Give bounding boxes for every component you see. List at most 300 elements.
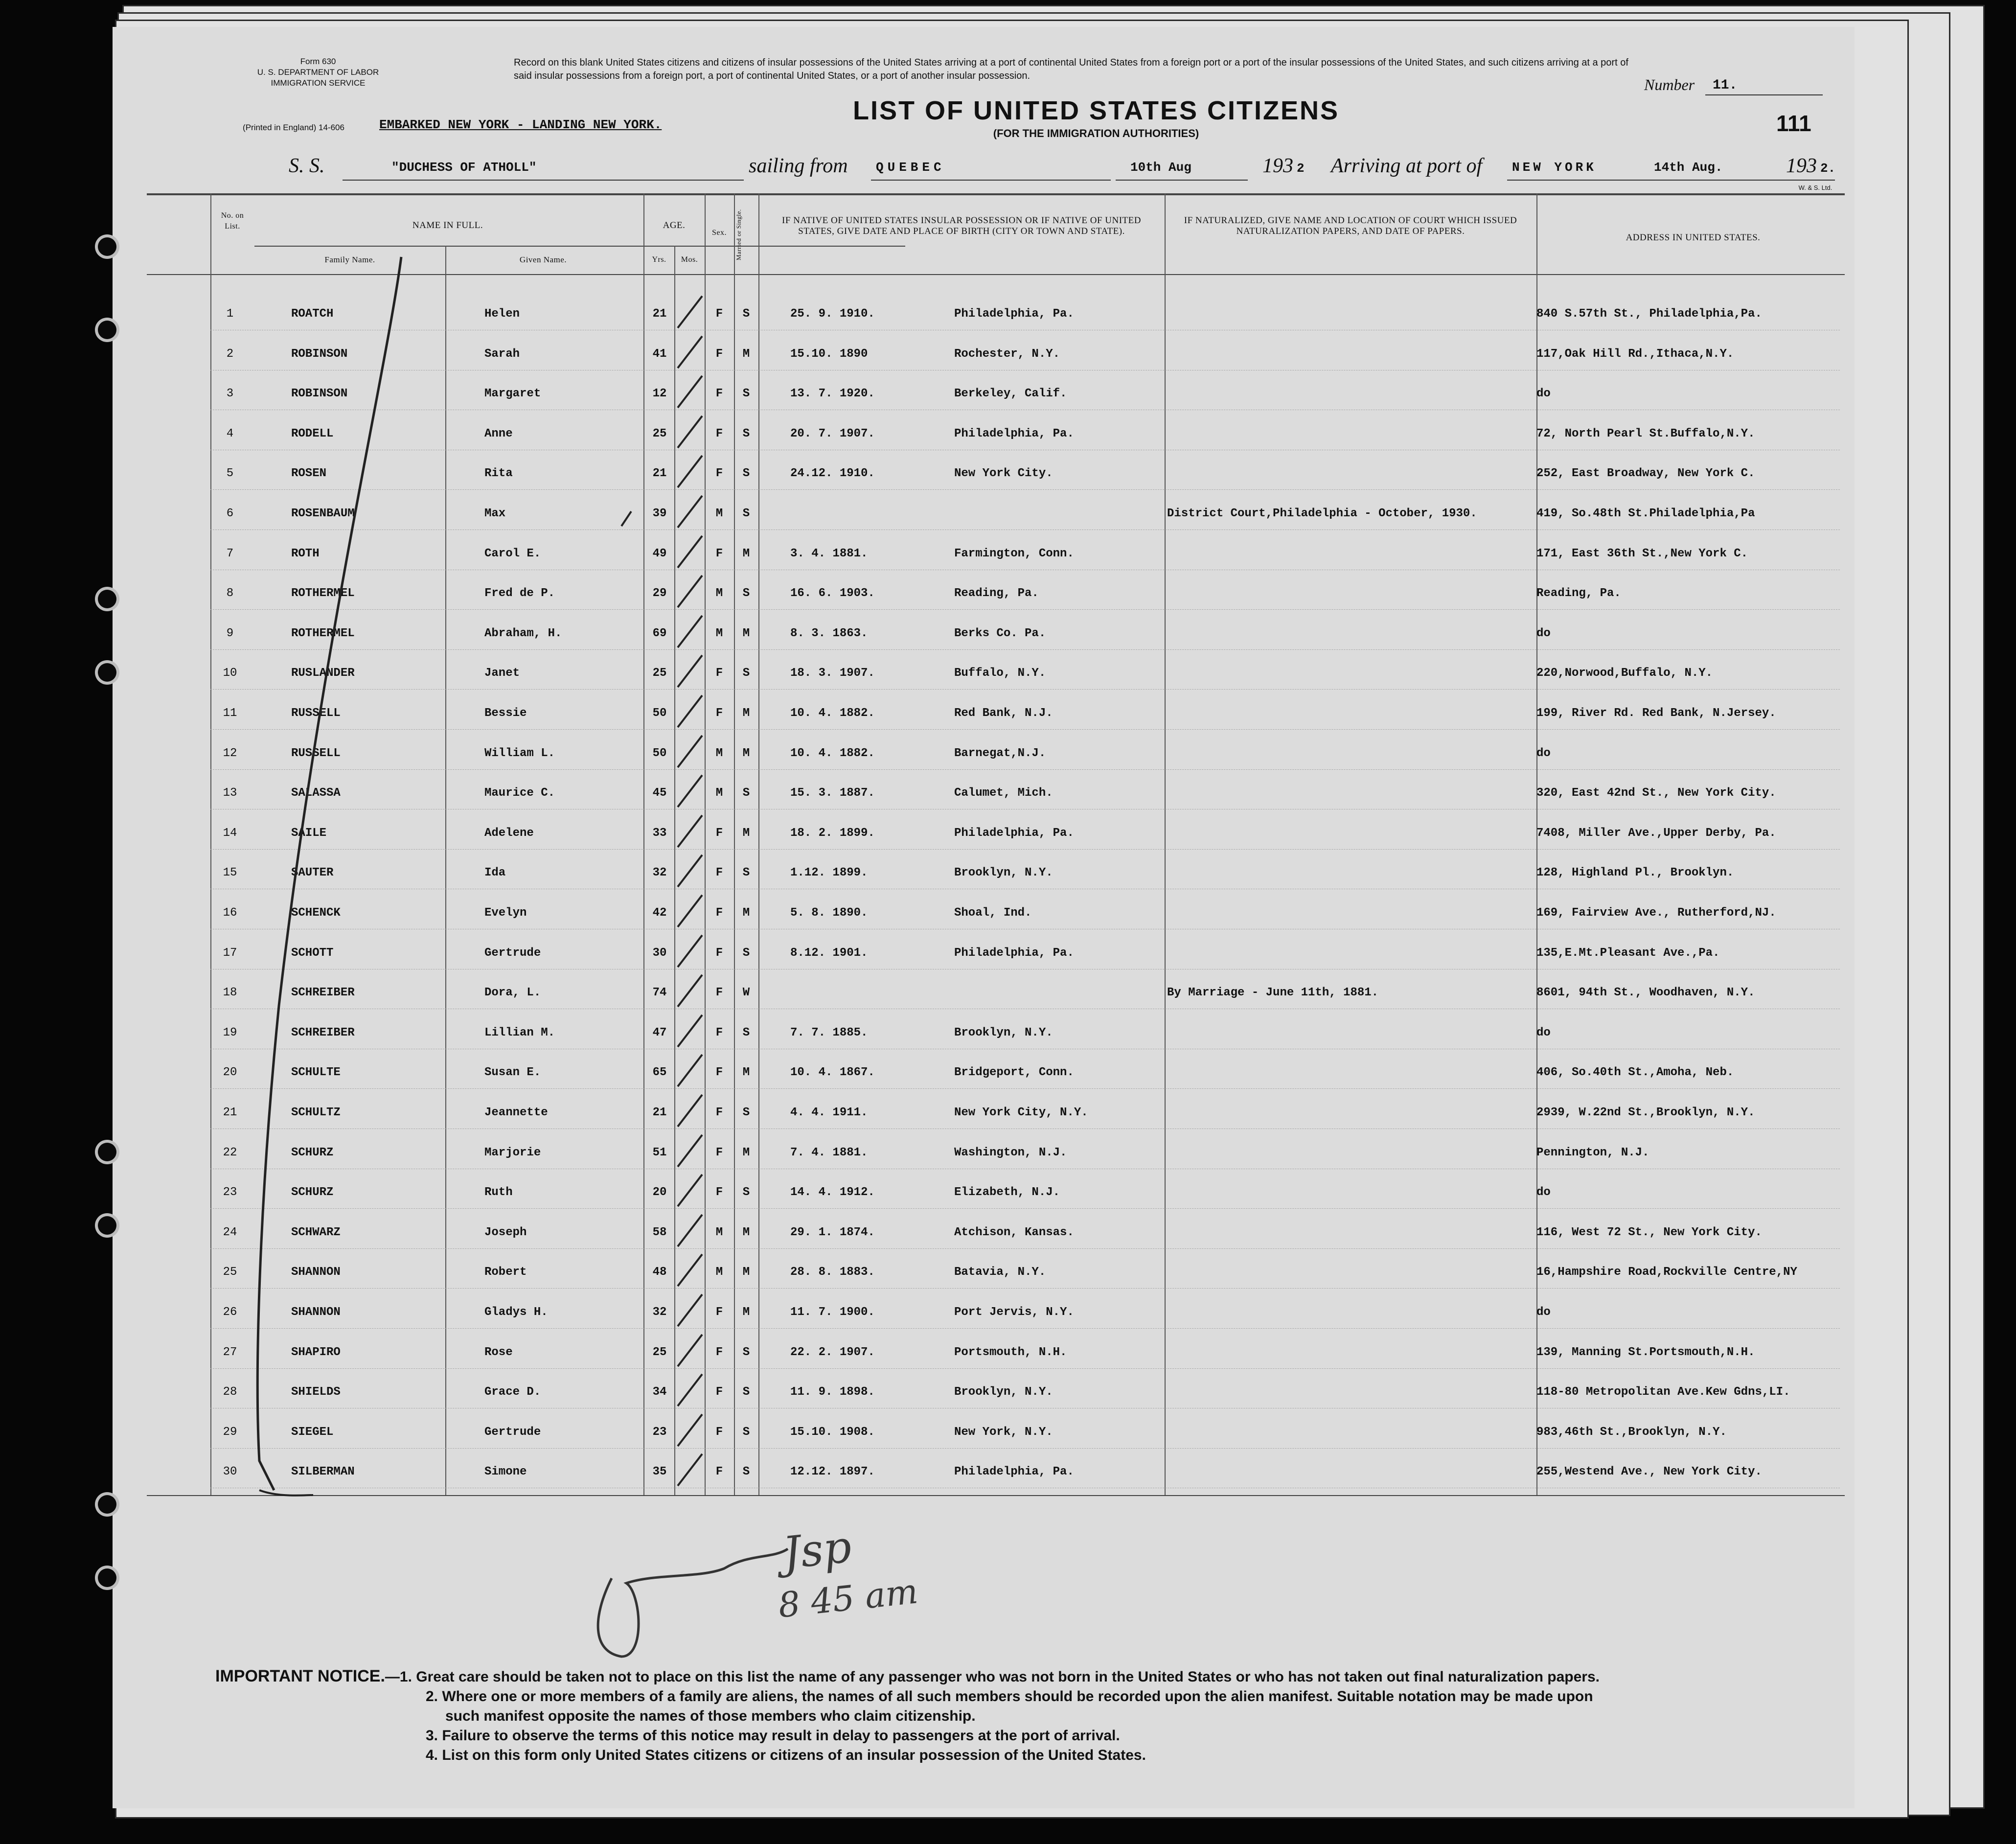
inspector-note: Jsp xyxy=(780,1521,854,1580)
age-years: 65 xyxy=(652,1066,667,1080)
sex: F xyxy=(715,1066,723,1080)
family-name: SHANNON xyxy=(291,1266,341,1279)
given-name: Dora, L. xyxy=(484,986,541,1000)
address: 419, So.48th St.Philadelphia,Pa xyxy=(1536,507,1755,520)
col-header-yrs: Yrs. xyxy=(652,255,666,264)
birth-date: 11. 9. 1898. xyxy=(790,1385,875,1399)
given-name: Carol E. xyxy=(484,547,541,560)
address: 116, West 72 St., New York City. xyxy=(1536,1225,1762,1239)
address: 220,Norwood,Buffalo, N.Y. xyxy=(1536,667,1713,680)
form-number: Form 630 xyxy=(300,57,336,66)
birth-place: Brooklyn, N.Y. xyxy=(954,866,1053,880)
age-check-mark xyxy=(673,933,707,972)
address: 255,Westend Ave., New York City. xyxy=(1536,1465,1762,1479)
row-rule xyxy=(210,729,1840,730)
birth-place: Batavia, N.Y. xyxy=(954,1266,1046,1279)
address: 7408, Miller Ave.,Upper Derby, Pa. xyxy=(1536,826,1776,840)
given-name: Marjorie xyxy=(484,1146,541,1159)
birth-date: 10. 4. 1882. xyxy=(790,707,875,720)
age-years: 39 xyxy=(652,507,667,520)
birth-place: Berks Co. Pa. xyxy=(954,626,1046,640)
age-check-mark xyxy=(673,1013,707,1052)
family-name: SILBERMAN xyxy=(291,1465,355,1479)
age-years: 41 xyxy=(652,347,667,361)
family-name: SCHULTZ xyxy=(291,1106,341,1119)
sex: F xyxy=(715,1026,723,1039)
age-check-mark xyxy=(673,1092,707,1131)
address: Reading, Pa. xyxy=(1536,587,1621,600)
given-name: Rita xyxy=(484,467,513,481)
family-name: SCHREIBER xyxy=(291,986,355,1000)
marital-status: M xyxy=(742,347,750,361)
sex: F xyxy=(715,667,723,680)
given-name: Adelene xyxy=(484,826,534,840)
sex: M xyxy=(715,587,723,600)
row-number: 11 xyxy=(223,707,237,720)
row-number: 5 xyxy=(226,467,234,481)
col-header-married: Married or Single. xyxy=(735,209,742,261)
birth-date: 13. 7. 1920. xyxy=(790,387,875,401)
row-number: 14 xyxy=(223,826,237,840)
sex: M xyxy=(715,1266,723,1279)
col-divider xyxy=(758,193,759,1495)
family-name: RUSSELL xyxy=(291,707,341,720)
address: 2939, W.22nd St.,Brooklyn, N.Y. xyxy=(1536,1106,1755,1119)
age-years: 51 xyxy=(652,1146,667,1159)
row-number: 12 xyxy=(223,746,237,760)
row-number: 18 xyxy=(223,986,237,1000)
row-rule xyxy=(210,609,1840,610)
age-check-mark xyxy=(673,334,707,373)
family-name: ROTHERMEL xyxy=(291,587,355,600)
binder-hole-icon xyxy=(98,237,116,256)
col-header-family: Family Name. xyxy=(324,255,375,264)
family-name: SCHULTE xyxy=(291,1066,341,1080)
row-number: 8 xyxy=(226,587,234,600)
row-rule xyxy=(210,1368,1840,1369)
birth-date: 22. 2. 1907. xyxy=(790,1345,875,1359)
age-years: 25 xyxy=(652,1345,667,1359)
given-name: Simone xyxy=(484,1465,527,1479)
address: do xyxy=(1536,626,1551,640)
sex: F xyxy=(715,1465,723,1479)
address: 406, So.40th St.,Amoha, Neb. xyxy=(1536,1066,1734,1080)
notice-heading: IMPORTANT NOTICE. xyxy=(215,1667,385,1685)
notice-item-1: 1. Great care should be taken not to place on this list the name of any passenger who was not born in the United States or who has not taken out final naturalization papers. xyxy=(399,1669,1600,1685)
age-check-mark xyxy=(673,1372,707,1411)
marital-status: S xyxy=(742,1385,750,1399)
birth-date: 15. 3. 1887. xyxy=(790,786,875,800)
age-years: 23 xyxy=(652,1425,667,1439)
notice-item-2a: 2. Where one or more members of a family are aliens, the names of all such members should be recorded upon the alien manifest. Suitable notation may be made upon xyxy=(426,1688,1593,1705)
age-years: 47 xyxy=(652,1026,667,1039)
address: 199, River Rd. Red Bank, N.Jersey. xyxy=(1536,707,1776,720)
col-divider xyxy=(445,246,446,1495)
age-years: 32 xyxy=(652,866,667,880)
family-name: SCHREIBER xyxy=(291,1026,355,1039)
row-number: 22 xyxy=(223,1146,237,1159)
address: 16,Hampshire Road,Rockville Centre,NY xyxy=(1536,1266,1797,1279)
address: 320, East 42nd St., New York City. xyxy=(1536,786,1776,800)
age-check-mark xyxy=(673,1452,707,1491)
from-port-underline xyxy=(871,180,1111,181)
address: 252, East Broadway, New York C. xyxy=(1536,467,1755,481)
sex: F xyxy=(715,946,723,960)
family-name: ROBINSON xyxy=(291,387,348,401)
marital-status: M xyxy=(742,1266,750,1279)
family-name: SCHURZ xyxy=(291,1186,334,1199)
address: 139, Manning St.Portsmouth,N.H. xyxy=(1536,1345,1755,1359)
birth-date: 12.12. 1897. xyxy=(790,1465,875,1479)
family-name: ROTH xyxy=(291,547,320,560)
age-check-mark xyxy=(673,1052,707,1091)
birth-place: Bridgeport, Conn. xyxy=(954,1066,1074,1080)
marital-status: M xyxy=(742,1306,750,1319)
row-number: 16 xyxy=(223,906,237,920)
sailing-label: sailing from xyxy=(749,155,848,177)
marital-status: S xyxy=(742,387,750,401)
row-number: 7 xyxy=(226,547,234,560)
marital-status: S xyxy=(742,786,750,800)
birth-place: Berkeley, Calif. xyxy=(954,387,1067,401)
manifest-page xyxy=(113,27,1855,1808)
family-name: SCHURZ xyxy=(291,1146,334,1159)
row-rule xyxy=(210,849,1840,850)
family-name: SHAPIRO xyxy=(291,1345,341,1359)
marital-status: M xyxy=(742,1066,750,1080)
family-name: SCHENCK xyxy=(291,906,341,920)
birth-place: Philadelphia, Pa. xyxy=(954,826,1074,840)
given-name: Rose xyxy=(484,1345,513,1359)
age-check-mark xyxy=(673,373,707,413)
sex: F xyxy=(715,986,723,1000)
marital-status: S xyxy=(742,467,750,481)
given-name: Gladys H. xyxy=(484,1306,548,1319)
col-header-address: ADDRESS IN UNITED STATES. xyxy=(1626,232,1761,243)
age-years: 25 xyxy=(652,667,667,680)
age-check-mark xyxy=(673,613,707,652)
birth-place: Port Jervis, N.Y. xyxy=(954,1306,1074,1319)
sail-year-digit: 2 xyxy=(1297,161,1305,176)
age-check-mark xyxy=(673,1132,707,1172)
address: 128, Highland Pl., Brooklyn. xyxy=(1536,866,1734,880)
signature-stroke xyxy=(598,1549,788,1657)
given-name: Susan E. xyxy=(484,1066,541,1080)
row-rule xyxy=(210,1448,1840,1449)
family-name: ROBINSON xyxy=(291,347,348,361)
binder-hole-icon xyxy=(98,1216,116,1235)
given-name: Robert xyxy=(484,1266,527,1279)
year-label-2: 193 xyxy=(1786,155,1817,177)
sex: F xyxy=(715,1146,723,1159)
age-years: 30 xyxy=(652,946,667,960)
row-number: 20 xyxy=(223,1066,237,1080)
sex: F xyxy=(715,1186,723,1199)
family-name: SIEGEL xyxy=(291,1425,334,1439)
row-number: 13 xyxy=(223,786,237,800)
row-number: 15 xyxy=(223,866,237,880)
birth-place: Portsmouth, N.H. xyxy=(954,1345,1067,1359)
birth-place: Philadelphia, Pa. xyxy=(954,427,1074,440)
family-name: ROSEN xyxy=(291,467,327,481)
row-rule xyxy=(210,769,1840,770)
marital-status: M xyxy=(742,1146,750,1159)
page-title: LIST OF UNITED STATES CITIZENS xyxy=(853,96,1339,125)
address: do xyxy=(1536,1186,1551,1199)
row-number: 29 xyxy=(223,1425,237,1439)
birth-place: Buffalo, N.Y. xyxy=(954,667,1046,680)
arrival-port: NEW YORK xyxy=(1512,160,1597,175)
birth-place: Brooklyn, N.Y. xyxy=(954,1026,1053,1039)
sex: F xyxy=(715,1106,723,1119)
address: do xyxy=(1536,746,1551,760)
row-rule xyxy=(210,689,1840,690)
age-check-mark xyxy=(673,533,707,573)
family-name: RODELL xyxy=(291,427,334,440)
age-years: 50 xyxy=(652,707,667,720)
birth-date: 4. 4. 1911. xyxy=(790,1106,868,1119)
age-check-mark xyxy=(673,813,707,852)
row-number: 30 xyxy=(223,1465,237,1479)
marital-status: S xyxy=(742,427,750,440)
marital-status: M xyxy=(742,826,750,840)
sex: F xyxy=(715,1306,723,1319)
form-info xyxy=(245,56,391,89)
family-name: ROTHERMEL xyxy=(291,626,355,640)
year-label-1: 193 xyxy=(1262,155,1293,177)
page-number: 111 xyxy=(1776,111,1811,136)
row-rule xyxy=(210,489,1840,490)
age-check-mark xyxy=(673,1332,707,1371)
age-check-mark xyxy=(673,493,707,532)
sex: F xyxy=(715,427,723,440)
row-rule xyxy=(210,1248,1840,1249)
address: do xyxy=(1536,387,1551,401)
row-number: 9 xyxy=(226,626,234,640)
row-number: 17 xyxy=(223,946,237,960)
marital-status: S xyxy=(742,1425,750,1439)
header-mid-rule xyxy=(254,246,905,247)
service: IMMIGRATION SERVICE xyxy=(271,78,366,88)
birth-place: Calumet, Mich. xyxy=(954,786,1053,800)
given-name: Ida xyxy=(484,866,506,880)
birth-date: 18. 2. 1899. xyxy=(790,826,875,840)
birth-date: 16. 6. 1903. xyxy=(790,587,875,600)
marital-status: S xyxy=(742,1026,750,1039)
birth-place: Elizabeth, N.J. xyxy=(954,1186,1060,1199)
number-underline xyxy=(1705,94,1823,95)
age-check-mark xyxy=(673,893,707,932)
address: do xyxy=(1536,1306,1551,1319)
birth-place: Atchison, Kansas. xyxy=(954,1225,1074,1239)
birth-place: New York, N.Y. xyxy=(954,1425,1053,1439)
sail-date: 10th Aug xyxy=(1130,160,1191,175)
embarked-stamp: EMBARKED NEW YORK - LANDING NEW YORK. xyxy=(379,117,662,132)
col-header-mos: Mos. xyxy=(681,255,698,264)
given-name: Evelyn xyxy=(484,906,527,920)
family-name: RUSLANDER xyxy=(291,667,355,680)
family-name: SCHWARZ xyxy=(291,1225,341,1239)
birth-place: Red Bank, N.J. xyxy=(954,707,1053,720)
age-years: 34 xyxy=(652,1385,667,1399)
age-check-mark xyxy=(673,1172,707,1211)
address: 840 S.57th St., Philadelphia,Pa. xyxy=(1536,307,1762,321)
birth-date: 3. 4. 1881. xyxy=(790,547,868,560)
ship-underline xyxy=(343,180,744,181)
birth-date: 28. 8. 1883. xyxy=(790,1266,875,1279)
family-name: RUSSELL xyxy=(291,746,341,760)
age-check-mark xyxy=(673,853,707,892)
page-subtitle: (FOR THE IMMIGRATION AUTHORITIES) xyxy=(993,127,1199,139)
col-header-name: NAME IN FULL. xyxy=(412,220,483,230)
age-years: 25 xyxy=(652,427,667,440)
birth-place: Brooklyn, N.Y. xyxy=(954,1385,1053,1399)
sex: F xyxy=(715,347,723,361)
row-number: 1 xyxy=(226,307,234,321)
birth-date: 10. 4. 1882. xyxy=(790,746,875,760)
marital-status: S xyxy=(742,667,750,680)
age-years: 49 xyxy=(652,547,667,560)
given-name: Helen xyxy=(484,307,520,321)
row-number: 23 xyxy=(223,1186,237,1199)
marital-status: S xyxy=(742,1345,750,1359)
row-number: 26 xyxy=(223,1306,237,1319)
address: 118-80 Metropolitan Ave.Kew Gdns,LI. xyxy=(1536,1385,1790,1399)
family-name: SALASSA xyxy=(291,786,341,800)
given-name: William L. xyxy=(484,746,555,760)
row-number: 10 xyxy=(223,667,237,680)
age-years: 69 xyxy=(652,626,667,640)
birth-date: 14. 4. 1912. xyxy=(790,1186,875,1199)
sex: M xyxy=(715,626,723,640)
birth-date: 29. 1. 1874. xyxy=(790,1225,875,1239)
sex: F xyxy=(715,1425,723,1439)
address: 169, Fairview Ave., Rutherford,NJ. xyxy=(1536,906,1776,920)
family-name: ROSENBAUM xyxy=(291,507,355,520)
binder-hole-icon xyxy=(98,590,116,608)
sex: F xyxy=(715,906,723,920)
number-label: Number xyxy=(1644,76,1695,93)
sex: F xyxy=(715,826,723,840)
row-rule xyxy=(210,649,1840,650)
age-years: 20 xyxy=(652,1186,667,1199)
given-name: Abraham, H. xyxy=(484,626,562,640)
address: 983,46th St.,Brooklyn, N.Y. xyxy=(1536,1425,1727,1439)
row-rule xyxy=(210,1088,1840,1089)
birth-place: Reading, Pa. xyxy=(954,587,1039,600)
birth-date: 25. 9. 1910. xyxy=(790,307,875,321)
sex: M xyxy=(715,507,723,520)
given-name: Margaret xyxy=(484,387,541,401)
age-check-mark xyxy=(673,733,707,772)
department: U. S. DEPARTMENT OF LABOR xyxy=(257,68,379,77)
birth-place: Shoal, Ind. xyxy=(954,906,1032,920)
birth-place: Washington, N.J. xyxy=(954,1146,1067,1159)
sex: F xyxy=(715,1385,723,1399)
birth-date: 11. 7. 1900. xyxy=(790,1306,875,1319)
row-number: 3 xyxy=(226,387,234,401)
row-number: 2 xyxy=(226,347,234,361)
given-name: Ruth xyxy=(484,1186,513,1199)
notice-item-4: 4. List on this form only United States citizens or citizens of an insular possession of the United States. xyxy=(426,1747,1146,1763)
sex: F xyxy=(715,1345,723,1359)
marital-status: M xyxy=(742,626,750,640)
given-name: Joseph xyxy=(484,1225,527,1239)
table-top-rule xyxy=(147,193,1845,195)
from-port: QUEBEC xyxy=(876,160,945,175)
sex: F xyxy=(715,307,723,321)
col-divider xyxy=(210,193,211,1495)
family-name: ROATCH xyxy=(291,307,334,321)
sail-date-underline xyxy=(1116,180,1248,181)
age-years: 12 xyxy=(652,387,667,401)
age-check-mark xyxy=(673,1212,707,1251)
row-number: 27 xyxy=(223,1345,237,1359)
address: 8601, 94th St., Woodhaven, N.Y. xyxy=(1536,986,1755,1000)
birth-place: Philadelphia, Pa. xyxy=(954,307,1074,321)
family-name: SHIELDS xyxy=(291,1385,341,1399)
birth-date: 15.10. 1890 xyxy=(790,347,868,361)
marital-status: W xyxy=(742,986,750,1000)
marital-status: M xyxy=(742,547,750,560)
birth-place: Rochester, N.Y. xyxy=(954,347,1060,361)
birth-date: 10. 4. 1867. xyxy=(790,1066,875,1080)
given-name: Lillian M. xyxy=(484,1026,555,1039)
marital-status: M xyxy=(742,1225,750,1239)
birth-date: 7. 7. 1885. xyxy=(790,1026,868,1039)
age-check-mark xyxy=(673,1292,707,1331)
birth-place: New York City. xyxy=(954,467,1053,481)
birth-date: 20. 7. 1907. xyxy=(790,427,875,440)
ship-name: "DUCHESS OF ATHOLL" xyxy=(391,160,537,175)
row-number: 4 xyxy=(226,427,234,440)
row-rule xyxy=(210,1328,1840,1329)
age-check-mark xyxy=(673,1252,707,1291)
row-number: 6 xyxy=(226,507,234,520)
address: do xyxy=(1536,1026,1551,1039)
age-years: 29 xyxy=(652,587,667,600)
birth-date: 15.10. 1908. xyxy=(790,1425,875,1439)
marital-status: S xyxy=(742,587,750,600)
family-name: SAUTER xyxy=(291,866,334,880)
family-name: SAILE xyxy=(291,826,327,840)
birth-date: 24.12. 1910. xyxy=(790,467,875,481)
row-rule xyxy=(210,1208,1840,1209)
marital-status: S xyxy=(742,1186,750,1199)
binder-hole-icon xyxy=(98,1143,116,1161)
marital-status: S xyxy=(742,946,750,960)
sex: F xyxy=(715,467,723,481)
age-years: 58 xyxy=(652,1225,667,1239)
birth-place: Barnegat,N.J. xyxy=(954,746,1046,760)
col-header-sex: Sex. xyxy=(712,229,727,237)
row-number: 24 xyxy=(223,1225,237,1239)
age-years: 42 xyxy=(652,906,667,920)
naturalization: District Court,Philadelphia - October, 1930. xyxy=(1167,507,1477,520)
given-name: Bessie xyxy=(484,707,527,720)
age-check-mark xyxy=(673,693,707,732)
sex: M xyxy=(715,786,723,800)
arriving-label: Arriving at port of xyxy=(1331,155,1483,177)
given-name: Gertrude xyxy=(484,1425,541,1439)
birth-place: Farmington, Conn. xyxy=(954,547,1074,560)
naturalization: By Marriage - June 11th, 1881. xyxy=(1167,986,1379,1000)
notice-item-2b: such manifest opposite the names of those members who claim citizenship. xyxy=(445,1708,976,1724)
address: 117,Oak Hill Rd.,Ithaca,N.Y. xyxy=(1536,347,1734,361)
table-bottom-rule xyxy=(147,1495,1845,1496)
row-number: 21 xyxy=(223,1106,237,1119)
binder-hole-icon xyxy=(98,1495,116,1514)
